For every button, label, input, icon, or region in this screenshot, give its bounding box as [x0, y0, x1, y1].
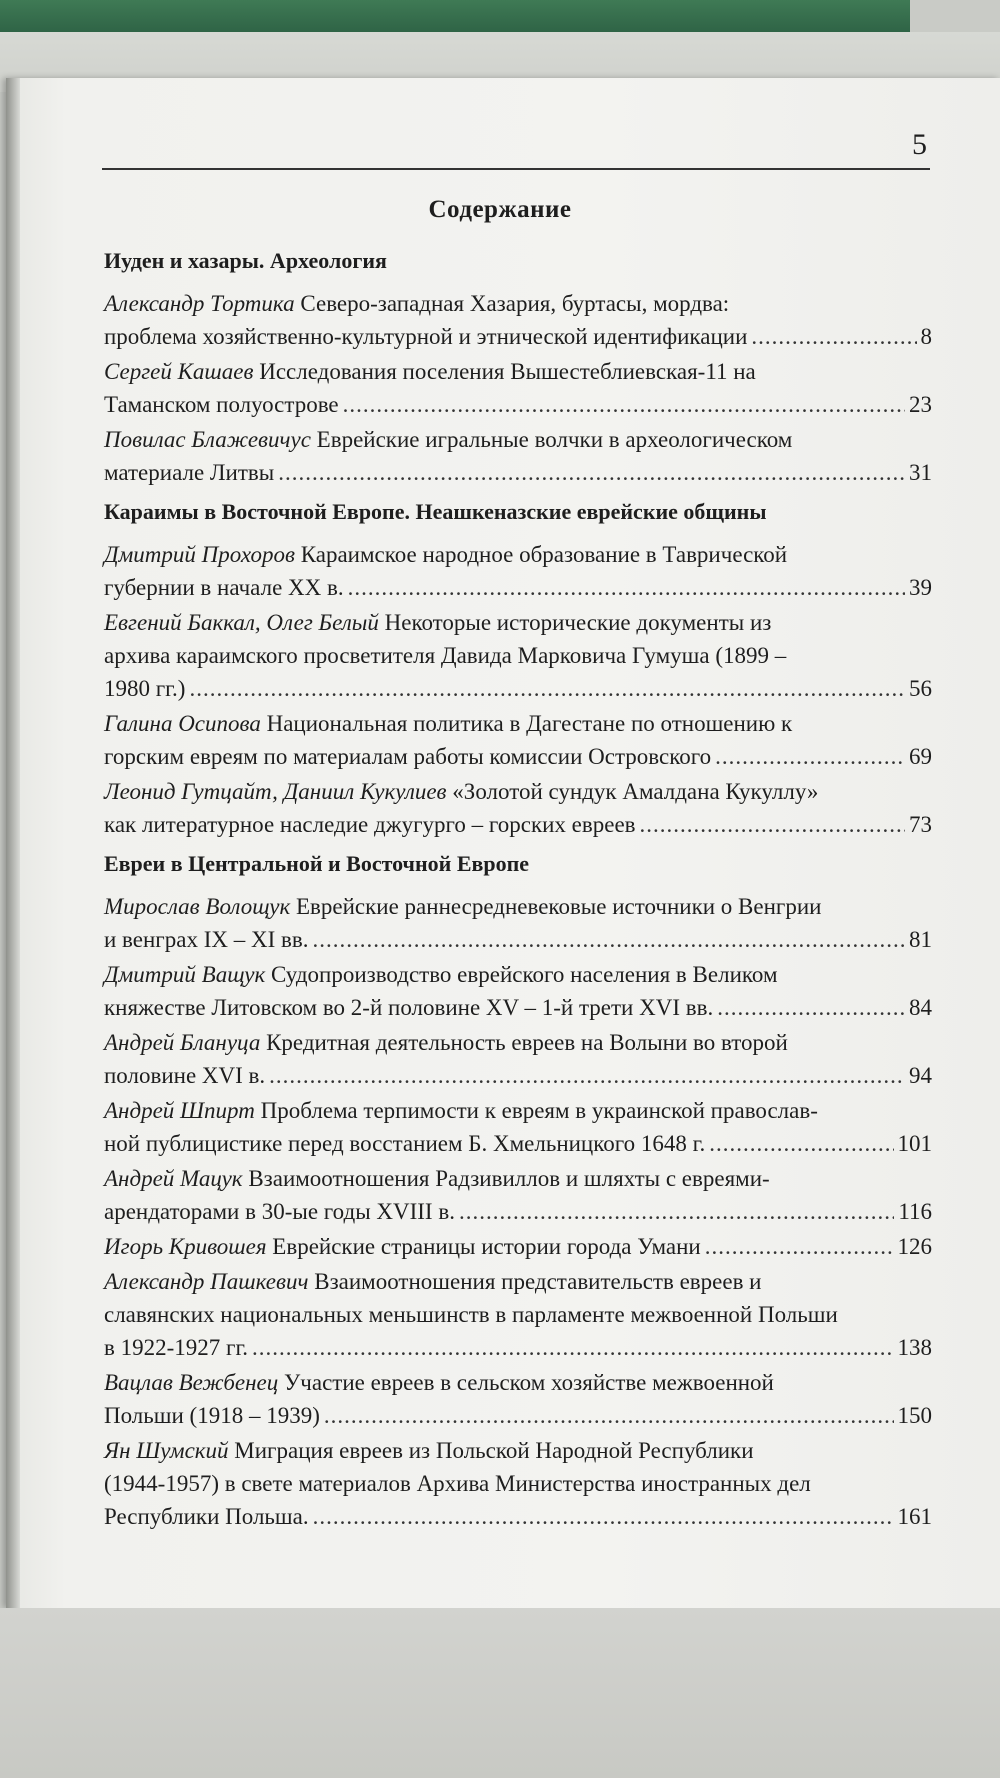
leader-dots [324, 1399, 894, 1432]
entry-title-line: Республики Польша. [104, 1504, 309, 1529]
leader-dots [751, 320, 916, 353]
entry-author: Александр Тортика [104, 291, 295, 316]
toc-entry [104, 890, 932, 956]
entry-first-line [104, 1026, 932, 1059]
entry-title-line: губернии в начале XX в. [104, 575, 344, 600]
entry-last-line [104, 320, 932, 353]
table-surface-bottom [0, 1608, 1000, 1778]
entry-author: Леонид Гутцайт, Даниил Кукулиев [104, 779, 447, 804]
entry-author: Мирослав Волощук [104, 894, 291, 919]
entry-title-line: Взаимоотношения Радзивиллов и шляхты с евреями- [248, 1166, 770, 1191]
leader-dots [269, 1059, 905, 1092]
entry-author: Вацлав Вежбенец [104, 1370, 279, 1395]
entry-first-line [104, 1230, 932, 1263]
toc-entry [104, 1366, 932, 1432]
entry-first-line [104, 1434, 932, 1467]
toc-entry [104, 1162, 932, 1228]
entry-first-line [104, 958, 932, 991]
entry-last-line [104, 1195, 932, 1228]
leader-dots [278, 456, 905, 489]
entry-last-line [104, 991, 932, 1024]
toc-entry [104, 538, 932, 604]
toc-entry [104, 423, 932, 489]
entry-page-number: 56 [909, 676, 932, 701]
entry-first-line [104, 1366, 932, 1399]
entry-author: Дмитрий Прохоров [104, 542, 295, 567]
leader-dots [348, 571, 905, 604]
entry-author: Игорь Кривошея [104, 1234, 267, 1259]
entry-title-line: 1980 гг.) [104, 676, 186, 701]
entry-title-line: Польши (1918 – 1939) [104, 1403, 320, 1428]
page-edge-shadow [6, 78, 20, 1608]
entry-page-number: 8 [920, 324, 932, 349]
entry-title-line: Еврейские раннесредневековые источники о Венгрии [295, 894, 822, 919]
entry-title-line: Проблема терпимости к евреям в украинской православ- [260, 1098, 818, 1123]
entry-title-line: проблема хозяйственно-культурной и этнической идентификации [104, 324, 748, 349]
entry-last-line [104, 1331, 932, 1364]
entry-last-line [104, 672, 932, 705]
entry-page-number: 31 [909, 460, 932, 485]
entry-title-line: Таманском полуострове [104, 392, 339, 417]
entry-title-line: «Золотой сундук Амалдана Кукуллу» [452, 779, 819, 804]
entry-page-number: 116 [898, 1199, 932, 1224]
leader-dots [709, 1127, 893, 1160]
entry-last-line [104, 1059, 932, 1092]
entry-first-line [104, 355, 932, 388]
entry-title-line: княжестве Литовском во 2-й половине XV – 1-й трети XVI вв. [104, 995, 714, 1020]
entry-page-number: 94 [909, 1063, 932, 1088]
entry-title-line: арендаторами в 30-ые годы XVIII в. [104, 1199, 455, 1224]
entry-page-number: 126 [897, 1234, 932, 1259]
entry-title-line: Участие евреев в сельском хозяйстве межвоенной [284, 1370, 774, 1395]
toc-entry [104, 958, 932, 1024]
entry-page-number: 161 [897, 1504, 932, 1529]
toc-entry [104, 1026, 932, 1092]
entry-title-line: Взаимоотношения представительств евреев и [314, 1269, 762, 1294]
entry-author: Галина Осипова [104, 711, 261, 736]
green-book-cover [0, 0, 910, 34]
entry-title-line: Еврейские игральные волчки в археологическом [316, 427, 793, 452]
entry-author: Дмитрий Ващук [104, 962, 266, 987]
leader-dots [705, 1230, 894, 1263]
entry-last-line [104, 923, 932, 956]
entry-last-line [104, 456, 932, 489]
leader-dots [459, 1195, 894, 1228]
entry-page-number: 150 [897, 1403, 932, 1428]
toc-entry [104, 1094, 932, 1160]
entry-first-line [104, 775, 932, 808]
section-heading: Иуден и хазары. Археология [104, 248, 387, 273]
entry-title-line: как литературное наследие джугурго – горских евреев [104, 812, 636, 837]
page-number: 5 [912, 128, 927, 161]
entry-title-line: половине XVI в. [104, 1063, 266, 1088]
entry-title-line: архива караимского просветителя Давида Марковича Гумуша (1899 – [104, 643, 787, 668]
entry-first-line [104, 606, 932, 639]
entry-title-line: (1944-1957) в свете материалов Архива Министерства иностранных дел [104, 1471, 811, 1496]
leader-dots [343, 388, 905, 421]
entry-last-line [104, 1500, 932, 1533]
entry-page-number: 23 [909, 392, 932, 417]
entry-author: Ян Шумский [104, 1438, 229, 1463]
leader-dots [715, 740, 905, 773]
leader-dots [252, 1331, 893, 1364]
entry-title-line: Северо-западная Хазария, буртасы, мордва: [300, 291, 730, 316]
toc-entry [104, 775, 932, 841]
entry-first-line [104, 538, 932, 571]
leader-dots [312, 923, 905, 956]
entry-last-line [104, 808, 932, 841]
entry-title-line: Исследования поселения Вышестеблиевская-11 на [259, 359, 756, 384]
section-heading: Евреи в Центральной и Восточной Европе [104, 851, 530, 876]
entry-page-number: 138 [897, 1335, 932, 1360]
entry-last-line [104, 1127, 932, 1160]
toc-entry [104, 355, 932, 421]
entry-title-line: в 1922-1927 гг. [104, 1335, 249, 1360]
leader-dots [717, 991, 905, 1024]
entry-title-line: Еврейские страницы истории города Умани [272, 1234, 701, 1259]
toc-entry [104, 1434, 932, 1533]
entry-title-line: Миграция евреев из Польской Народной Республики [234, 1438, 754, 1463]
entry-author: Сергей Кашаев [104, 359, 254, 384]
entry-last-line [104, 1399, 932, 1432]
entry-page-number: 84 [909, 995, 932, 1020]
entry-page-number: 101 [897, 1131, 932, 1156]
toc-entry [104, 287, 932, 353]
entry-first-line [104, 1094, 932, 1127]
entry-page-number: 81 [909, 927, 932, 952]
header-rule [102, 168, 930, 170]
entry-author: Андрей Мацук [104, 1166, 243, 1191]
entry-first-line [104, 1162, 932, 1195]
leader-dots [640, 808, 905, 841]
section-heading: Караимы в Восточной Европе. Неашкеназские еврейские общины [104, 499, 767, 524]
entry-title-line: Кредитная деятельность евреев на Волыни во второй [266, 1030, 788, 1055]
entry-page-number: 39 [909, 575, 932, 600]
entry-last-line [104, 388, 932, 421]
entry-page-number: 69 [909, 744, 932, 769]
entry-title-line: Судопроизводство еврейского населения в Великом [271, 962, 778, 987]
toc-entry [104, 1230, 932, 1263]
entry-last-line [104, 740, 932, 773]
entry-first-line [104, 423, 932, 456]
toc-entry [104, 606, 932, 705]
entry-title-line: Некоторые исторические документы из [384, 610, 772, 635]
entry-author: Евгений Баккал, Олег Белый [104, 610, 379, 635]
entry-title-line: и венграх IX – XI вв. [104, 927, 309, 952]
entry-title-line: Караимское народное образование в Таврической [300, 542, 788, 567]
toc-entry [104, 1265, 932, 1364]
leader-dots [313, 1500, 894, 1533]
entry-author: Андрей Шпирт [104, 1098, 255, 1123]
entry-author: Повилас Блажевичус [104, 427, 311, 452]
entry-page-number: 73 [909, 812, 932, 837]
entry-first-line [104, 1265, 932, 1298]
leader-dots [189, 672, 905, 705]
entry-title-line: славянских национальных меньшинств в парламенте межвоенной Польши [104, 1302, 838, 1327]
entry-title-line: горским евреям по материалам работы комиссии Островского [104, 744, 712, 769]
toc-title: Содержание [428, 196, 572, 223]
entry-title-line: Национальная политика в Дагестане по отношению к [266, 711, 793, 736]
entry-first-line [104, 890, 932, 923]
table-of-contents [104, 238, 932, 1535]
entry-author: Александр Пашкевич [104, 1269, 309, 1294]
entry-title-line: материале Литвы [104, 460, 275, 485]
entry-first-line [104, 707, 932, 740]
entry-title-line: ной публицистике перед восстанием Б. Хмельницкого 1648 г. [104, 1131, 706, 1156]
entry-first-line [104, 287, 932, 320]
entry-author: Андрей Блануца [104, 1030, 261, 1055]
entry-last-line [104, 571, 932, 604]
toc-entry [104, 707, 932, 773]
